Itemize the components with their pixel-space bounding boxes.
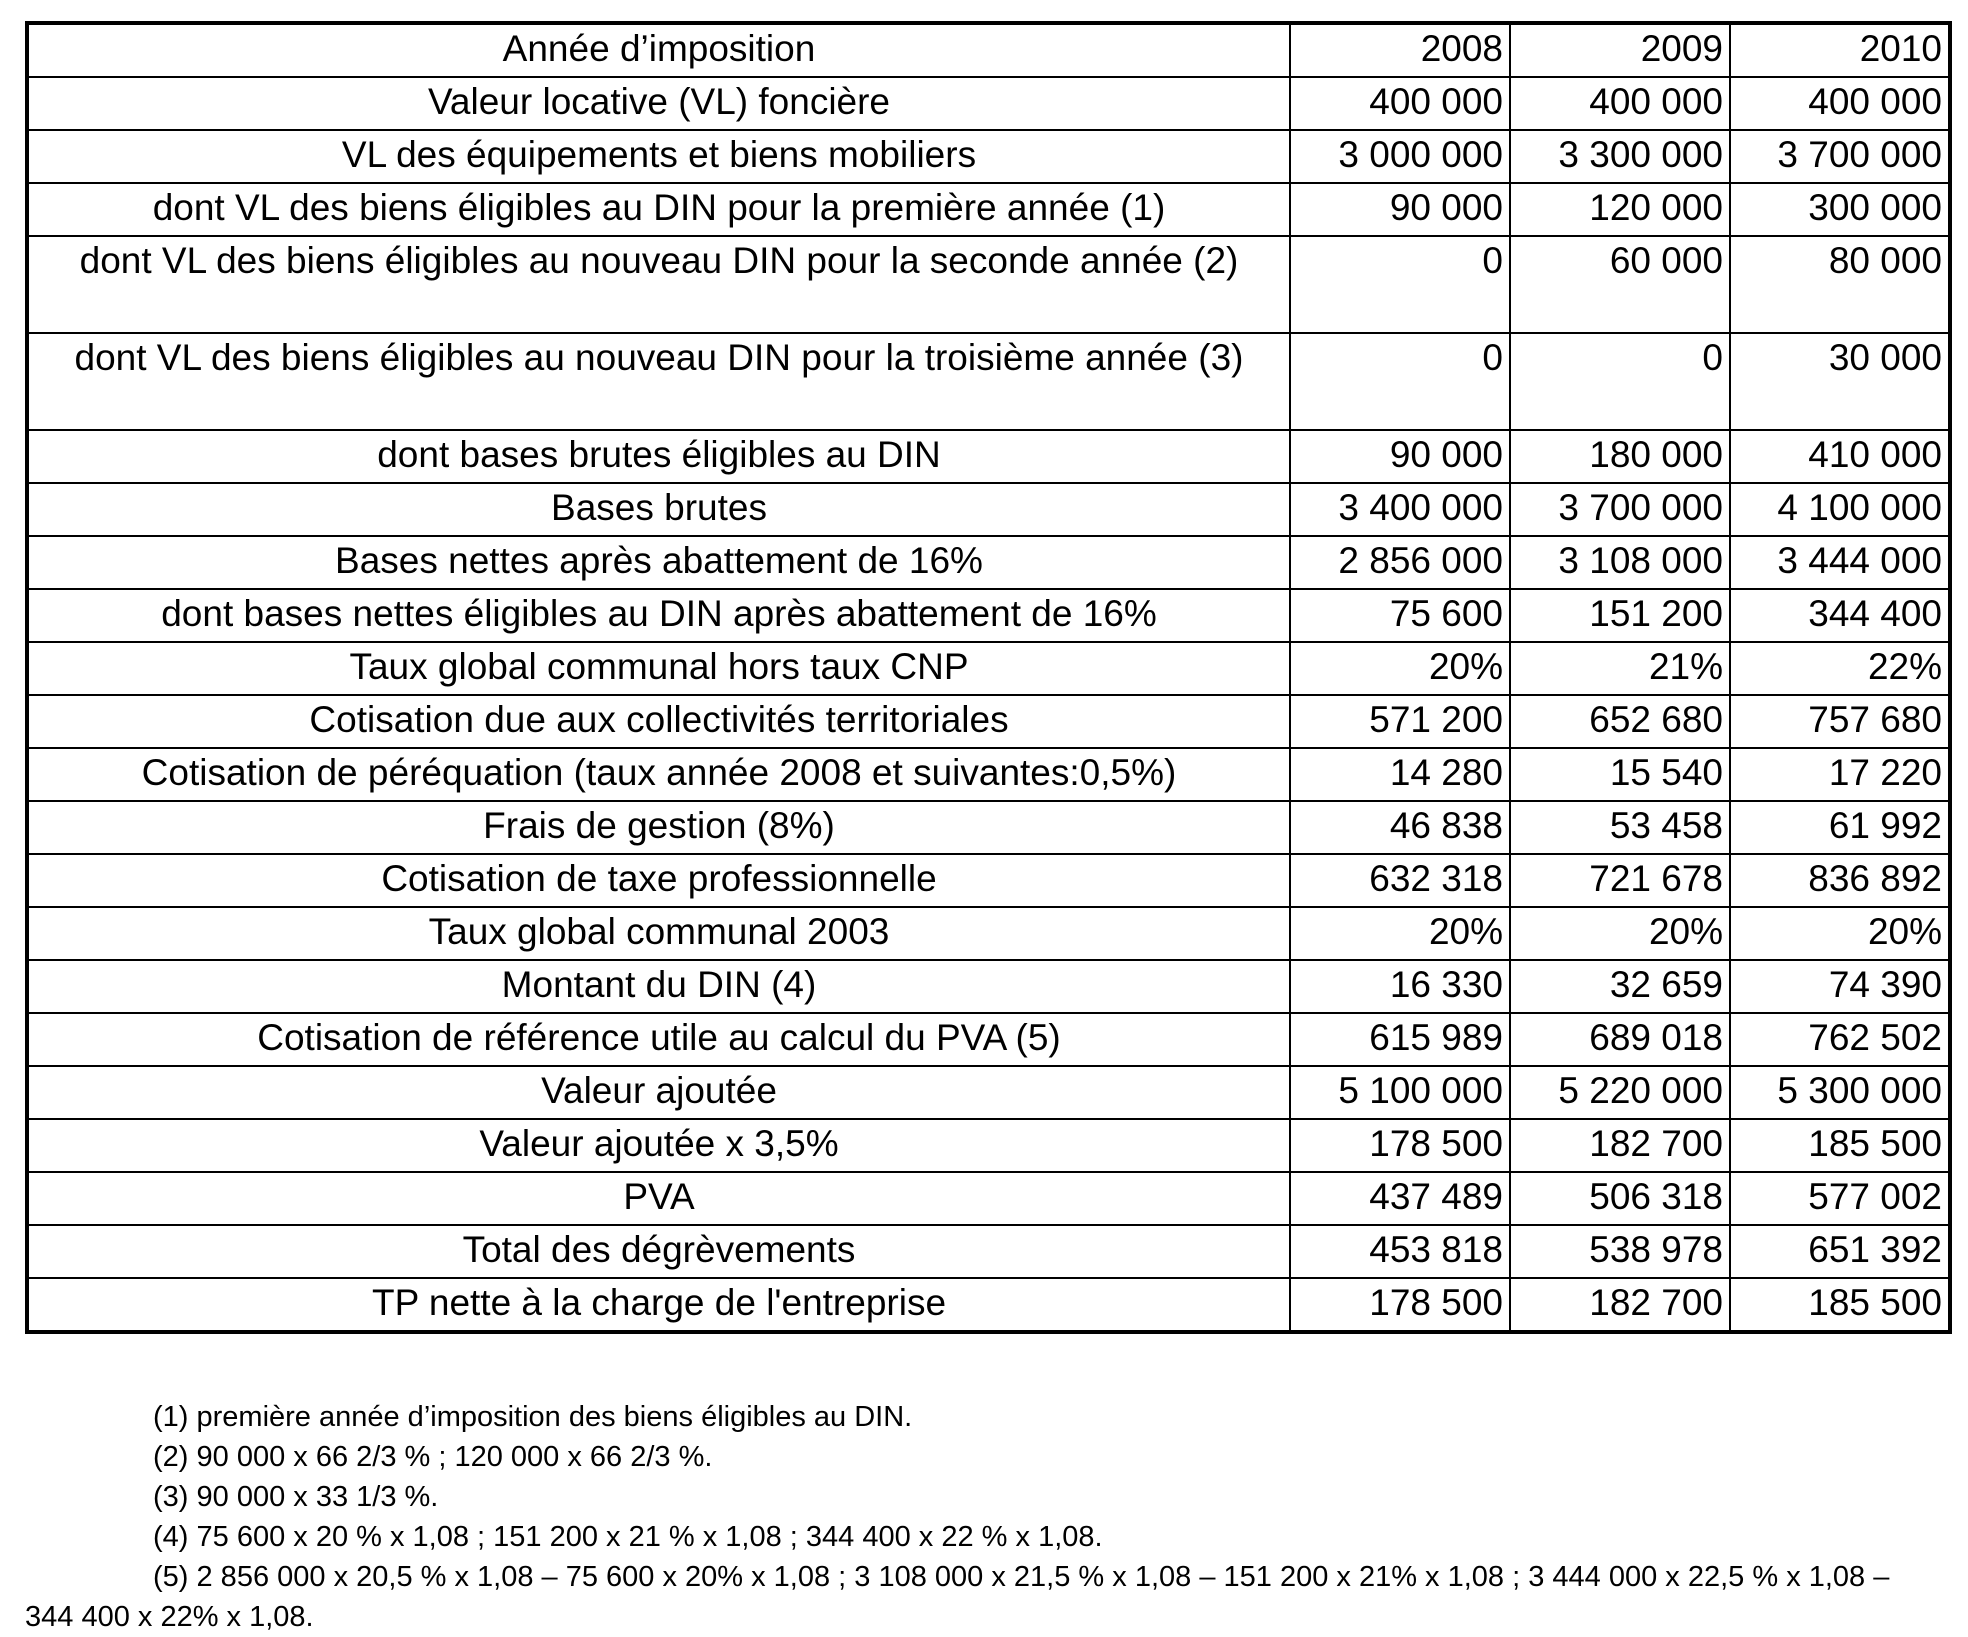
value-cell: 20% bbox=[1510, 907, 1730, 960]
row-label-cell: VL des équipements et biens mobiliers bbox=[27, 130, 1290, 183]
value-cell: 3 400 000 bbox=[1290, 483, 1510, 536]
row-label-cell: dont bases brutes éligibles au DIN bbox=[27, 430, 1290, 483]
footnote: (2) 90 000 x 66 2/3 % ; 120 000 x 66 2/3 %. bbox=[153, 1441, 713, 1473]
value-cell: 538 978 bbox=[1510, 1225, 1730, 1278]
value-cell: 74 390 bbox=[1730, 960, 1950, 1013]
table-row bbox=[27, 642, 1950, 695]
value-cell: 61 992 bbox=[1730, 801, 1950, 854]
table-row bbox=[27, 907, 1950, 960]
header-year-cell: 2008 bbox=[1290, 23, 1510, 77]
value-cell: 571 200 bbox=[1290, 695, 1510, 748]
row-label-cell: Cotisation de référence utile au calcul du PVA (5) bbox=[27, 1013, 1290, 1066]
table-row bbox=[27, 536, 1950, 589]
value-cell: 185 500 bbox=[1730, 1119, 1950, 1172]
table-row bbox=[27, 801, 1950, 854]
row-label-cell: Cotisation de péréquation (taux année 2008 et suivantes:0,5%) bbox=[27, 748, 1290, 801]
table-row bbox=[27, 1225, 1950, 1278]
value-cell: 90 000 bbox=[1290, 430, 1510, 483]
row-label-cell: dont VL des biens éligibles au nouveau DIN pour la seconde année (2) bbox=[27, 236, 1290, 333]
value-cell: 0 bbox=[1290, 333, 1510, 430]
table-row bbox=[27, 960, 1950, 1013]
value-cell: 22% bbox=[1730, 642, 1950, 695]
value-cell: 20% bbox=[1730, 907, 1950, 960]
row-label-cell: Taux global communal hors taux CNP bbox=[27, 642, 1290, 695]
footnote: (4) 75 600 x 20 % x 1,08 ; 151 200 x 21 % x 1,08 ; 344 400 x 22 % x 1,08. bbox=[153, 1521, 1103, 1553]
value-cell: 21% bbox=[1510, 642, 1730, 695]
value-cell: 3 444 000 bbox=[1730, 536, 1950, 589]
row-label-cell: Valeur ajoutée bbox=[27, 1066, 1290, 1119]
value-cell: 3 108 000 bbox=[1510, 536, 1730, 589]
row-label-cell: dont VL des biens éligibles au DIN pour la première année (1) bbox=[27, 183, 1290, 236]
tax-table-body bbox=[27, 23, 1950, 1332]
value-cell: 17 220 bbox=[1730, 748, 1950, 801]
tax-table bbox=[25, 21, 1952, 1334]
value-cell: 178 500 bbox=[1290, 1119, 1510, 1172]
value-cell: 60 000 bbox=[1510, 236, 1730, 333]
value-cell: 437 489 bbox=[1290, 1172, 1510, 1225]
table-row bbox=[27, 77, 1950, 130]
header-year-cell: 2010 bbox=[1730, 23, 1950, 77]
value-cell: 30 000 bbox=[1730, 333, 1950, 430]
value-cell: 652 680 bbox=[1510, 695, 1730, 748]
table-row bbox=[27, 854, 1950, 907]
value-cell: 506 318 bbox=[1510, 1172, 1730, 1225]
row-label-cell: TP nette à la charge de l'entreprise bbox=[27, 1278, 1290, 1332]
value-cell: 20% bbox=[1290, 907, 1510, 960]
value-cell: 2 856 000 bbox=[1290, 536, 1510, 589]
table-row bbox=[27, 1172, 1950, 1225]
table-row bbox=[27, 589, 1950, 642]
row-label-cell: Valeur ajoutée x 3,5% bbox=[27, 1119, 1290, 1172]
value-cell: 185 500 bbox=[1730, 1278, 1950, 1332]
table-row bbox=[27, 130, 1950, 183]
table-header-row bbox=[27, 23, 1950, 77]
value-cell: 453 818 bbox=[1290, 1225, 1510, 1278]
row-label-cell: Bases brutes bbox=[27, 483, 1290, 536]
value-cell: 762 502 bbox=[1730, 1013, 1950, 1066]
row-label-cell: Cotisation de taxe professionnelle bbox=[27, 854, 1290, 907]
value-cell: 3 700 000 bbox=[1510, 483, 1730, 536]
value-cell: 615 989 bbox=[1290, 1013, 1510, 1066]
row-label-cell: Taux global communal 2003 bbox=[27, 907, 1290, 960]
value-cell: 577 002 bbox=[1730, 1172, 1950, 1225]
value-cell: 182 700 bbox=[1510, 1278, 1730, 1332]
row-label-cell: Valeur locative (VL) foncière bbox=[27, 77, 1290, 130]
value-cell: 4 100 000 bbox=[1730, 483, 1950, 536]
value-cell: 151 200 bbox=[1510, 589, 1730, 642]
value-cell: 400 000 bbox=[1730, 77, 1950, 130]
value-cell: 5 300 000 bbox=[1730, 1066, 1950, 1119]
value-cell: 120 000 bbox=[1510, 183, 1730, 236]
value-cell: 53 458 bbox=[1510, 801, 1730, 854]
value-cell: 80 000 bbox=[1730, 236, 1950, 333]
footnotes bbox=[25, 1397, 1945, 1637]
row-label-cell: Montant du DIN (4) bbox=[27, 960, 1290, 1013]
row-label-cell: dont VL des biens éligibles au nouveau DIN pour la troisième année (3) bbox=[27, 333, 1290, 430]
value-cell: 16 330 bbox=[1290, 960, 1510, 1013]
table-row bbox=[27, 1066, 1950, 1119]
row-label-cell: dont bases nettes éligibles au DIN après abattement de 16% bbox=[27, 589, 1290, 642]
table-row bbox=[27, 1278, 1950, 1332]
value-cell: 400 000 bbox=[1290, 77, 1510, 130]
value-cell: 3 000 000 bbox=[1290, 130, 1510, 183]
footnote: (3) 90 000 x 33 1/3 %. bbox=[153, 1481, 439, 1513]
value-cell: 46 838 bbox=[1290, 801, 1510, 854]
footnote: (5) 2 856 000 x 20,5 % x 1,08 – 75 600 x 20% x 1,08 ; 3 108 000 x 21,5 % x 1,08 – 151 200 x 21% x 1,08 ; 3 444 000 x 22,5 % x 1,08 – 344 400 x 22% x 1,08. bbox=[25, 1561, 1890, 1633]
value-cell: 180 000 bbox=[1510, 430, 1730, 483]
table-row bbox=[27, 695, 1950, 748]
table-row bbox=[27, 1119, 1950, 1172]
value-cell: 14 280 bbox=[1290, 748, 1510, 801]
value-cell: 344 400 bbox=[1730, 589, 1950, 642]
value-cell: 32 659 bbox=[1510, 960, 1730, 1013]
header-label-cell: Année d’imposition bbox=[27, 23, 1290, 77]
value-cell: 75 600 bbox=[1290, 589, 1510, 642]
value-cell: 5 220 000 bbox=[1510, 1066, 1730, 1119]
header-year-cell: 2009 bbox=[1510, 23, 1730, 77]
table-row bbox=[27, 1013, 1950, 1066]
row-label-cell: Cotisation due aux collectivités territoriales bbox=[27, 695, 1290, 748]
value-cell: 400 000 bbox=[1510, 77, 1730, 130]
value-cell: 20% bbox=[1290, 642, 1510, 695]
value-cell: 0 bbox=[1290, 236, 1510, 333]
table-row bbox=[27, 236, 1950, 333]
table-row bbox=[27, 183, 1950, 236]
value-cell: 90 000 bbox=[1290, 183, 1510, 236]
row-label-cell: PVA bbox=[27, 1172, 1290, 1225]
value-cell: 689 018 bbox=[1510, 1013, 1730, 1066]
row-label-cell: Frais de gestion (8%) bbox=[27, 801, 1290, 854]
row-label-cell: Bases nettes après abattement de 16% bbox=[27, 536, 1290, 589]
value-cell: 632 318 bbox=[1290, 854, 1510, 907]
value-cell: 15 540 bbox=[1510, 748, 1730, 801]
value-cell: 410 000 bbox=[1730, 430, 1950, 483]
table-row bbox=[27, 483, 1950, 536]
value-cell: 178 500 bbox=[1290, 1278, 1510, 1332]
value-cell: 5 100 000 bbox=[1290, 1066, 1510, 1119]
value-cell: 3 300 000 bbox=[1510, 130, 1730, 183]
value-cell: 300 000 bbox=[1730, 183, 1950, 236]
value-cell: 182 700 bbox=[1510, 1119, 1730, 1172]
footnote: (1) première année d’imposition des biens éligibles au DIN. bbox=[153, 1401, 913, 1433]
value-cell: 651 392 bbox=[1730, 1225, 1950, 1278]
value-cell: 757 680 bbox=[1730, 695, 1950, 748]
row-label-cell: Total des dégrèvements bbox=[27, 1225, 1290, 1278]
table-row bbox=[27, 748, 1950, 801]
value-cell: 0 bbox=[1510, 333, 1730, 430]
value-cell: 721 678 bbox=[1510, 854, 1730, 907]
table-row bbox=[27, 430, 1950, 483]
value-cell: 3 700 000 bbox=[1730, 130, 1950, 183]
table-row bbox=[27, 333, 1950, 430]
value-cell: 836 892 bbox=[1730, 854, 1950, 907]
